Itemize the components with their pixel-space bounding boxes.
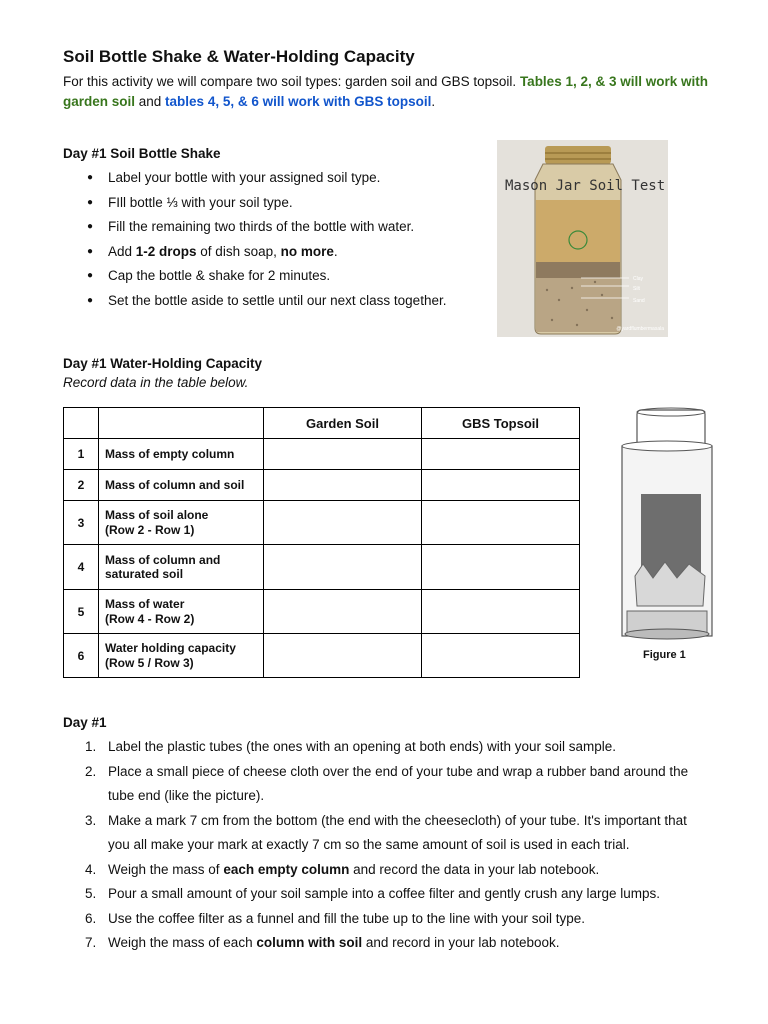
whc-section <box>63 355 262 393</box>
data-cell-garden[interactable] <box>264 545 422 590</box>
intro-paragraph <box>63 72 708 112</box>
table-row <box>64 470 580 501</box>
row-label-line: Mass of empty column <box>105 446 235 461</box>
layer-label-clay: Clay <box>633 276 644 282</box>
list-item: ● Cap the bottle & shake for 2 minutes. <box>63 264 446 289</box>
item-text: Add <box>108 243 136 259</box>
data-table <box>63 407 580 678</box>
row-number: 1 <box>64 439 99 470</box>
table-row <box>64 590 580 634</box>
document-page <box>63 46 723 112</box>
row-label <box>99 470 264 501</box>
photo-layer-labels <box>633 274 645 306</box>
step-text: and record in your lab notebook. <box>362 935 560 950</box>
photo-credit: @yardflumbermasala <box>616 326 664 332</box>
row-label-line: Mass of column and <box>105 552 221 567</box>
intro-gbs-assignment: tables 4, 5, & 6 will work with GBS topsoil <box>165 94 432 109</box>
item-bold: no more <box>280 243 334 259</box>
row-label <box>99 439 264 470</box>
data-cell-garden[interactable] <box>264 439 422 470</box>
intro-text-and: and <box>135 94 166 109</box>
day1-section <box>63 714 708 956</box>
table-header-gbs-topsoil: GBS Topsoil <box>422 408 580 439</box>
list-item <box>63 858 708 883</box>
row-label-line: Mass of column and soil <box>105 477 245 492</box>
data-cell-garden[interactable] <box>264 590 422 634</box>
table-row <box>64 545 580 590</box>
data-cell-garden[interactable] <box>264 501 422 545</box>
row-label <box>99 501 264 545</box>
table-header <box>64 408 99 439</box>
step-number: 3. <box>85 812 97 828</box>
step-bold: each empty column <box>223 861 350 877</box>
data-cell-gbs[interactable] <box>422 590 580 634</box>
day1-heading: Day #1 <box>63 715 107 730</box>
list-item <box>63 240 446 265</box>
layer-label-silt: Silt <box>633 286 640 292</box>
list-item <box>63 931 708 956</box>
photo-title: Mason Jar Soil Test <box>505 178 666 194</box>
list-item: ● FIll bottle ⅓ with your soil type. <box>63 191 446 216</box>
shake-list <box>63 166 446 313</box>
row-number: 5 <box>64 590 99 634</box>
row-number: 6 <box>64 634 99 678</box>
list-item <box>63 907 708 932</box>
item-text: of dish soap, <box>196 243 281 259</box>
row-label-line: Water holding capacity <box>105 641 236 655</box>
list-item <box>63 809 708 858</box>
row-number: 4 <box>64 545 99 590</box>
step-number: 6. <box>85 910 97 926</box>
soil-column-diagram <box>613 406 723 646</box>
table-header-garden-soil: Garden Soil <box>264 408 422 439</box>
row-label-line: (Row 2 - Row 1) <box>105 522 195 537</box>
intro-text: For this activity we will compare two soil types: garden soil and GBS topsoil. <box>63 74 520 89</box>
data-cell-garden[interactable] <box>264 470 422 501</box>
step-number: 4. <box>85 861 97 877</box>
row-number: 2 <box>64 470 99 501</box>
table-header <box>99 408 264 439</box>
data-cell-gbs[interactable] <box>422 545 580 590</box>
page-title: Soil Bottle Shake & Water-Holding Capacity <box>63 47 415 66</box>
row-label <box>99 634 264 678</box>
data-cell-gbs[interactable] <box>422 501 580 545</box>
list-item: ● Label your bottle with your assigned soil type. <box>63 166 446 191</box>
step-text: Label the plastic tubes (the ones with an opening at both ends) with your soil sample. <box>108 739 617 754</box>
list-item: ● Set the bottle aside to settle until our next class together. <box>63 289 446 314</box>
step-text: Pour a small amount of your soil sample into a coffee filter and gently crush any large lumps. <box>108 886 661 901</box>
table-row <box>64 501 580 545</box>
row-number: 3 <box>64 501 99 545</box>
item-text: . <box>333 243 338 259</box>
whc-subheading: Record data in the table below. <box>63 375 249 390</box>
list-item <box>63 735 708 760</box>
step-text: Place a small piece of cheese cloth over the end of your tube and wrap a rubber band around the tube end (like the picture). <box>108 763 689 803</box>
row-label <box>99 545 264 590</box>
step-text: and record the data in your lab notebook. <box>349 861 600 877</box>
mason-jar-illustration <box>497 140 668 337</box>
step-number: 2. <box>85 763 97 779</box>
data-cell-garden[interactable] <box>264 634 422 678</box>
table-row <box>64 439 580 470</box>
list-item: ● Fill the remaining two thirds of the bottle with water. <box>63 215 446 240</box>
table-header-row <box>64 408 580 439</box>
step-number: 5. <box>85 886 97 901</box>
data-cell-gbs[interactable] <box>422 439 580 470</box>
row-label-line: (Row 4 - Row 2) <box>105 611 195 626</box>
day1-steps <box>63 735 708 956</box>
step-text: Weigh the mass of <box>108 861 224 877</box>
row-label-line: (Row 5 / Row 3) <box>105 655 194 670</box>
step-text: Make a mark 7 cm from the bottom (the end with the cheesecloth) of your tube. It's important that you all make your mark at exactly 7 cm so the same amount of soil is used in each trial. <box>108 812 687 852</box>
table-row <box>64 634 580 678</box>
data-cell-gbs[interactable] <box>422 634 580 678</box>
step-text: Use the coffee filter as a funnel and fill the tube up to the line with your soil type. <box>108 910 586 926</box>
mason-jar-photo <box>497 140 668 337</box>
row-label-line: saturated soil <box>105 567 184 581</box>
step-number: 7. <box>85 935 97 950</box>
row-label-line: Mass of soil alone <box>105 508 209 522</box>
shake-section <box>63 145 446 313</box>
step-text: Weigh the mass of each <box>108 935 257 950</box>
data-cell-gbs[interactable] <box>422 470 580 501</box>
figure-1 <box>613 406 723 666</box>
intro-garden-assignment: Tables 1, 2, & 3 will work with garden soil <box>63 74 708 109</box>
list-item <box>63 882 708 907</box>
row-label <box>99 590 264 634</box>
figure-caption: Figure 1 <box>643 649 686 661</box>
layer-label-sand: Sand <box>633 298 645 304</box>
step-number: 1. <box>85 739 97 754</box>
step-bold: column with soil <box>256 935 363 950</box>
whc-heading: Day #1 Water-Holding Capacity <box>63 356 263 371</box>
row-label-line: Mass of water <box>105 597 185 611</box>
item-bold: 1-2 drops <box>135 243 197 259</box>
shake-heading: Day #1 Soil Bottle Shake <box>63 146 221 161</box>
list-item <box>63 760 708 809</box>
intro-period: . <box>431 94 436 109</box>
